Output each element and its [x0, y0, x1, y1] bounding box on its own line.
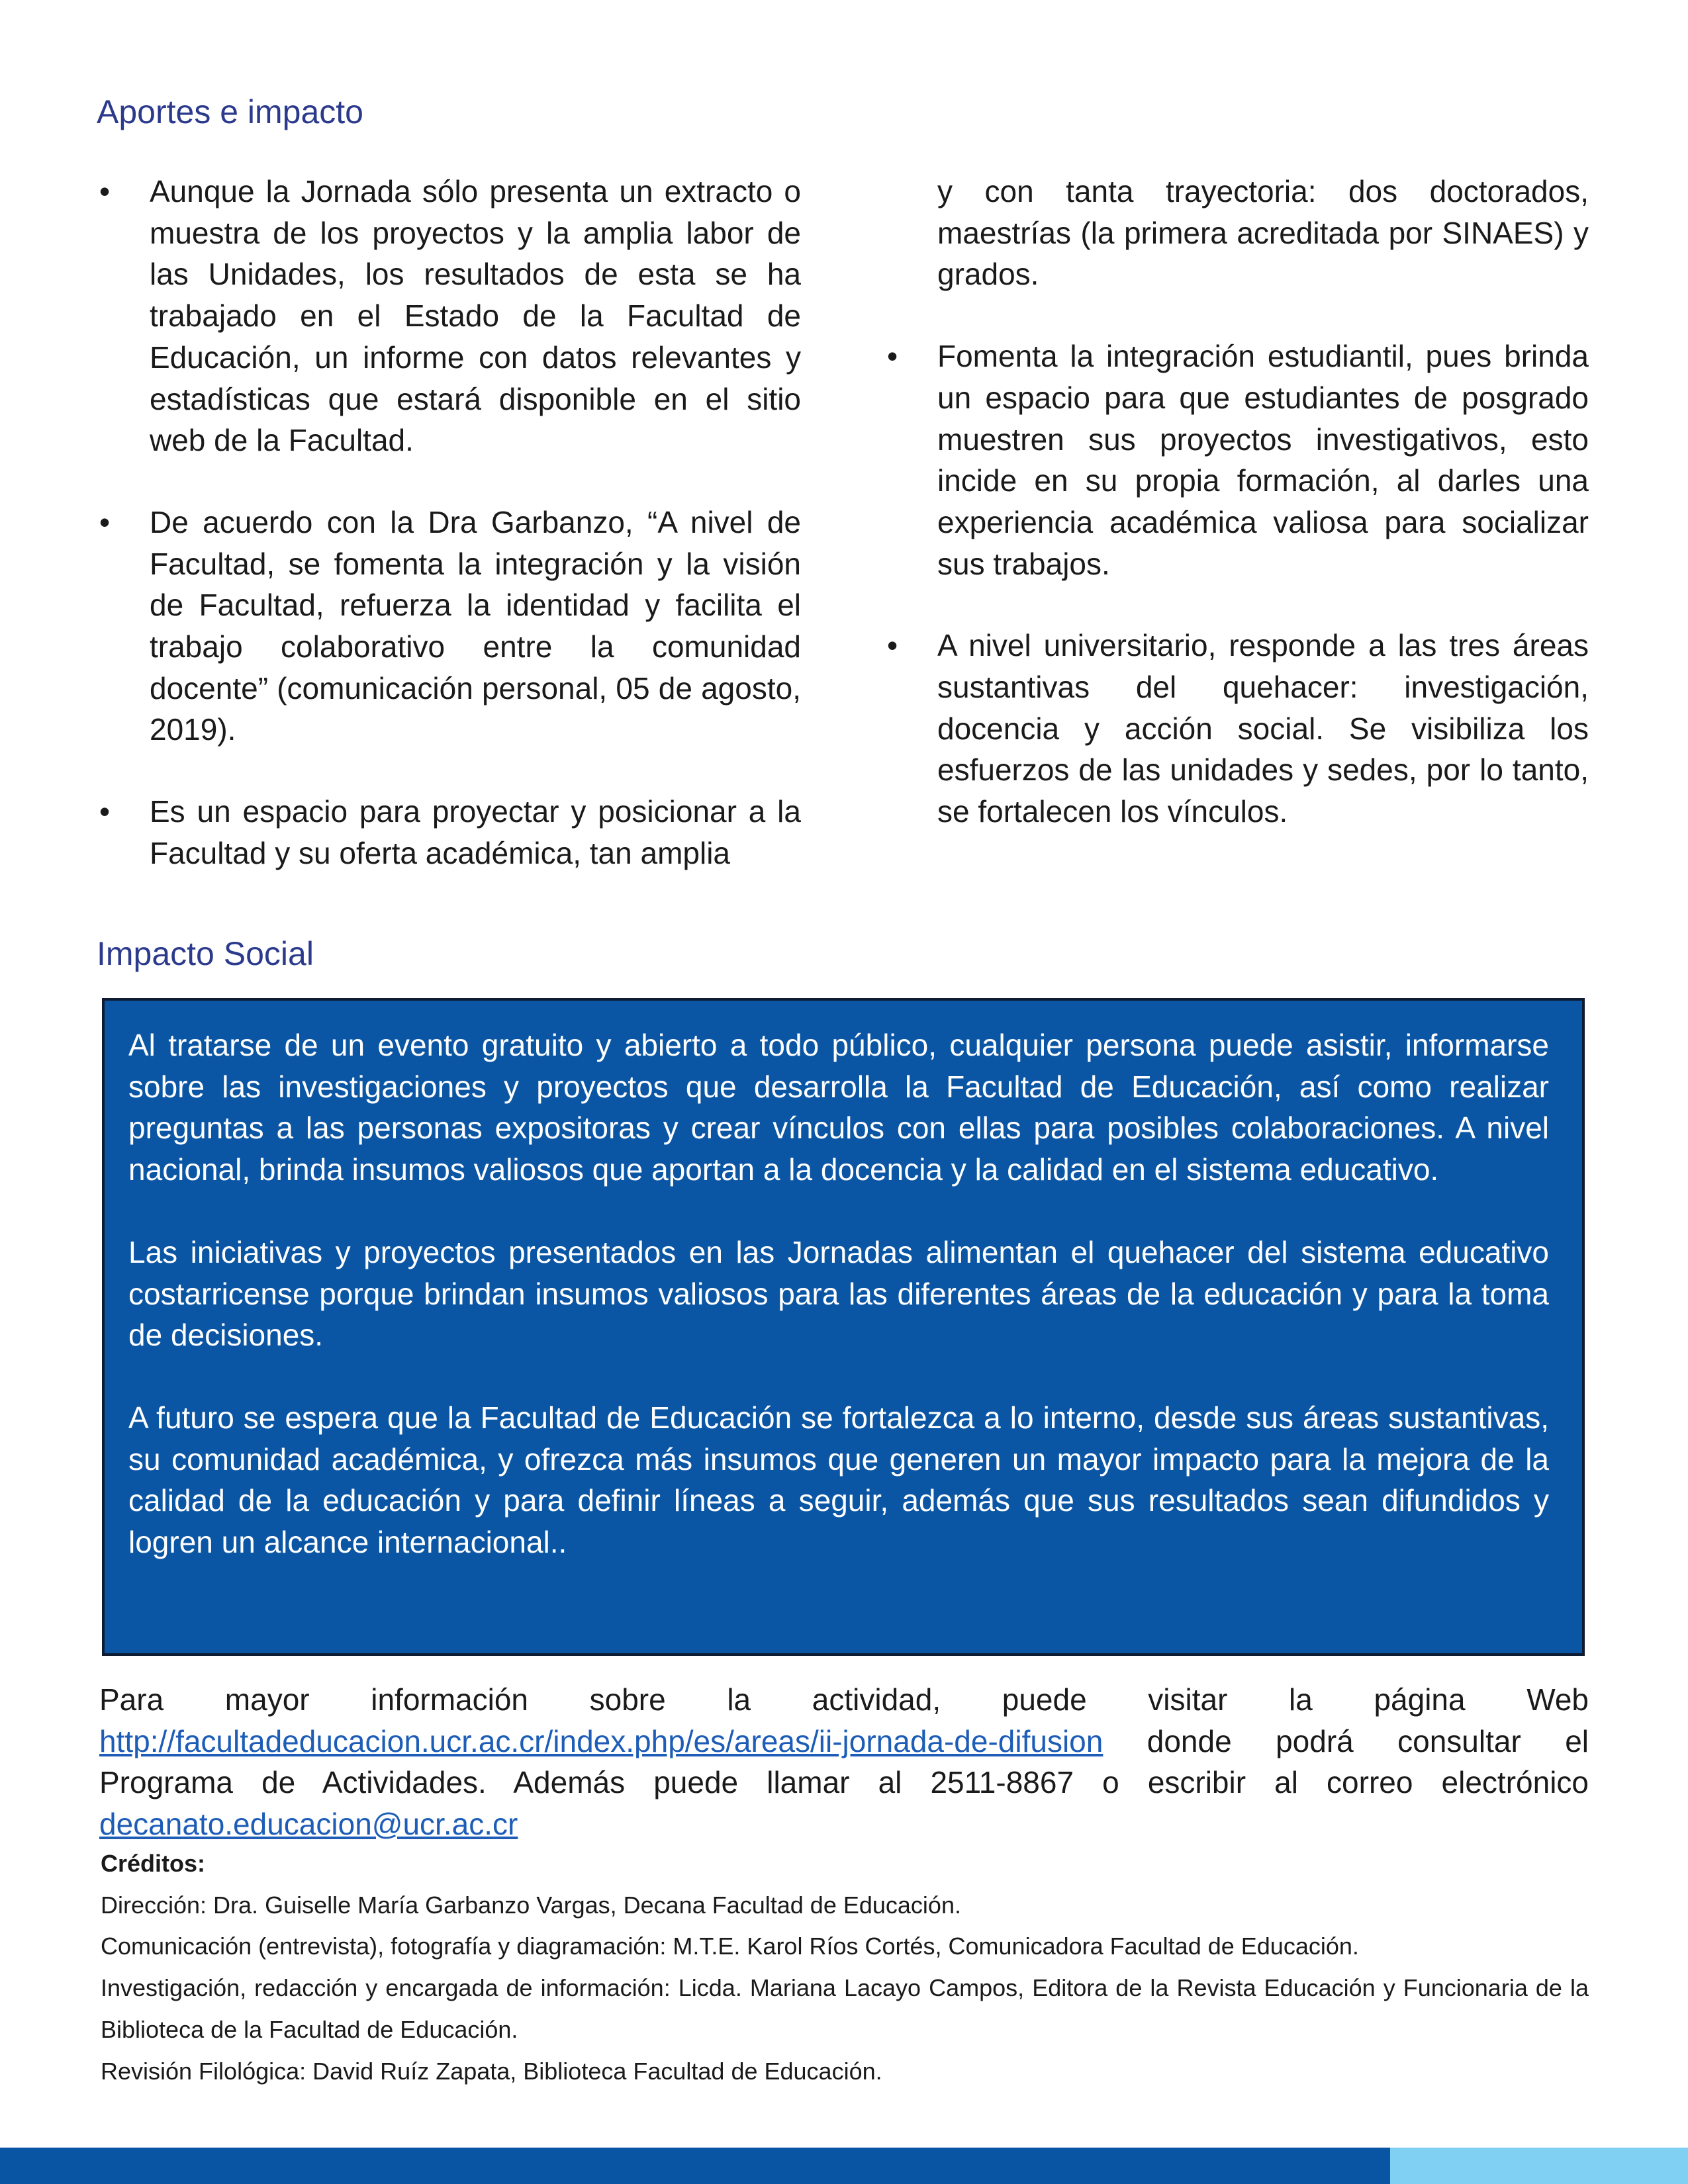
- info-text-before: Para mayor información sobre la actividad, puede visitar la página Web: [99, 1682, 1589, 1717]
- aportes-bullet-item: [99, 791, 801, 874]
- aportes-item-text: A nivel universitario, responde a las tres áreas sustantivas del quehacer: investigación, docencia y acción social. Se visibiliza los esfuerzos de las unidades y sedes, por lo tanto, se fortalecen los vínculos.: [937, 628, 1589, 829]
- info-text-middle: donde podrá consultar el Programa de Actividades. Además puede llamar al 2511-8867 o escribir al correo electrónico: [99, 1723, 1589, 1800]
- bullet-icon: •: [99, 504, 111, 539]
- aportes-bullet-item: [99, 502, 801, 751]
- aportes-item-text: De acuerdo con la Dra Garbanzo, “A nivel de Facultad, se fomenta la integración y la visión de Facultad, refuerza la identidad y facilita el trabajo colaborativo entre la comunidad docente” (comunicación personal, 05 de agosto, 2019).: [150, 504, 801, 747]
- impacto-paragraph: Al tratarse de un evento gratuito y abierto a todo público, cualquier persona puede asistir, informarse sobre las investigaciones y proyectos que desarrolla la Facultad de Educación, así como realizar preguntas a las personas expositoras y crear vínculos con ellas para posibles colaboraciones. A nivel nacional, brinda insumos valiosos que aportan a la docencia y la calidad en el sistema educativo.: [128, 1028, 1549, 1187]
- credits-line: Revisión Filológica: David Ruíz Zapata, Biblioteca Facultad de Educación.: [101, 2057, 882, 2085]
- aportes-continuation-text: [887, 171, 1589, 295]
- aportes-right-column: [887, 171, 1589, 873]
- section-title-impacto-social: Impacto Social: [97, 935, 314, 972]
- bullet-icon: •: [887, 628, 898, 663]
- email-link[interactable]: decanato.educacion@ucr.ac.cr: [99, 1807, 518, 1842]
- aportes-item-text: Fomenta la integración estudiantil, pues brinda un espacio para que estudiantes de posgrado muestren sus proyectos investigativos, esto incide en su propia formación, al darles una experiencia académica valiosa para socializar sus trabajos.: [937, 339, 1589, 581]
- aportes-bullet-item: [887, 625, 1589, 833]
- more-info-paragraph: [99, 1679, 1589, 1845]
- impacto-paragraph: A futuro se espera que la Facultad de Educación se fortalezca a lo interno, desde sus áreas sustantivas, su comunidad académica, y ofrezca más insumos que generen un mayor impacto para la mejora de la calidad de la educación y para definir líneas a seguir, además que sus resultados sean difundidos y logren un alcance internacional..: [128, 1400, 1549, 1560]
- impacto-social-box: [102, 998, 1585, 1656]
- bullet-icon: •: [99, 794, 111, 829]
- credits-section: [101, 1843, 1589, 2092]
- aportes-item-text: y con tanta trayectoria: dos doctorados, maestrías (la primera acreditada por SINAES) y grados.: [937, 174, 1589, 292]
- impacto-paragraph: Las iniciativas y proyectos presentados en las Jornadas alimentan el quehacer del sistema educativo costarricense porque brindan insumos valiosos para las diferentes áreas de la educación y para la toma de decisiones.: [128, 1234, 1549, 1353]
- footer-accent: [1390, 2148, 1688, 2184]
- aportes-item-text: Aunque la Jornada sólo presenta un extracto o muestra de los proyectos y la amplia labor de las Unidades, los resultados de esta se ha trabajado en el Estado de la Facultad de Educación, un informe con datos relevantes y estadísticas que estará disponible en el sitio web de la Facultad.: [150, 174, 801, 458]
- aportes-item-text: Es un espacio para proyectar y posicionar a la Facultad y su oferta académica, tan amplia: [150, 794, 801, 870]
- aportes-columns: [99, 171, 1589, 899]
- credits-title: Créditos:: [101, 1850, 206, 1877]
- credits-line: Investigación, redacción y encargada de información: Licda. Mariana Lacayo Campos, Editora de la Revista Educación y Funcionaria de la Biblioteca de la Facultad de Educación.: [101, 1974, 1589, 2043]
- section-title-aportes: Aportes e impacto: [97, 93, 363, 130]
- bullet-icon: •: [887, 339, 898, 374]
- aportes-bullet-item: [887, 336, 1589, 584]
- aportes-left-column: [99, 171, 801, 915]
- web-page-link[interactable]: http://facultadeducacion.ucr.ac.cr/index.php/es/areas/ii-jornada-de-difusion: [99, 1723, 1103, 1758]
- credits-line: Comunicación (entrevista), fotografía y diagramación: M.T.E. Karol Ríos Cortés, Comunicadora Facultad de Educación.: [101, 1933, 1359, 1960]
- credits-line: Dirección: Dra. Guiselle María Garbanzo Vargas, Decana Facultad de Educación.: [101, 1891, 961, 1919]
- aportes-bullet-item: [99, 171, 801, 461]
- bullet-icon: •: [99, 174, 111, 208]
